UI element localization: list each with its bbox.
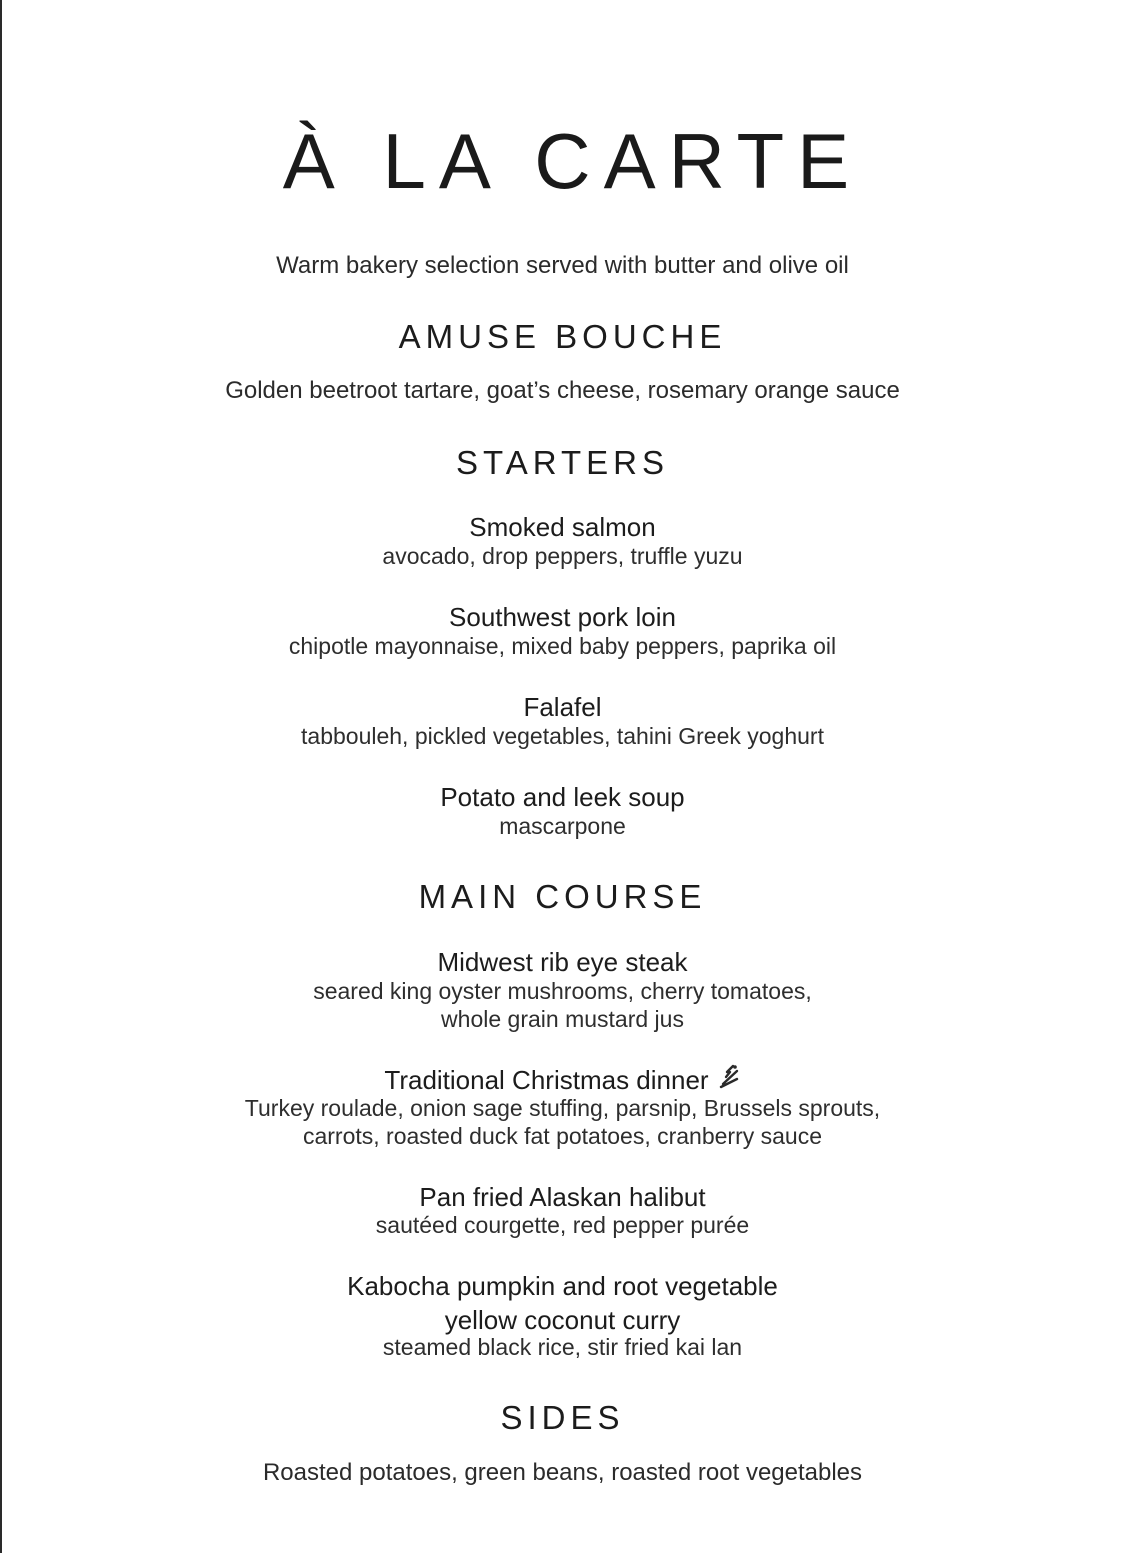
sides-text: Roasted potatoes, green beans, roasted root vegetables [262,1459,863,1486]
main-course-heading: MAIN COURSE [418,878,707,915]
dish-name-row [0,1063,1125,1096]
sides-heading: SIDES [500,1399,625,1436]
dish-name: Potato and leek soup [440,782,685,812]
dish-name: Pan fried Alaskan halibut [419,1182,706,1212]
dish-name: Falafel [523,692,602,722]
amuse-bouche-heading: AMUSE BOUCHE [398,318,727,355]
dish-name: yellow coconut curry [444,1305,681,1335]
dish-description: sautéed courgette, red pepper purée [375,1212,750,1238]
dish-description: whole grain mustard jus [441,1006,684,1032]
dish-name: Midwest rib eye steak [437,947,688,977]
dish-description: seared king oyster mushrooms, cherry tomatoes, [313,978,812,1004]
dish-description: mascarpone [499,813,626,839]
dish-name: Smoked salmon [469,512,656,542]
dish-description: avocado, drop peppers, truffle yuzu [382,543,743,569]
dish-description: carrots, roasted duck fat potatoes, cranberry sauce [302,1123,823,1149]
dish-name: Kabocha pumpkin and root vegetable [347,1271,778,1301]
bakery-note: Warm bakery selection served with butter and olive oil [276,252,849,279]
amuse-bouche-text: Golden beetroot tartare, goat’s cheese, rosemary orange sauce [225,377,900,404]
starters-heading: STARTERS [456,444,669,481]
dish-description: Turkey roulade, onion sage stuffing, parsnip, Brussels sprouts, [244,1095,881,1121]
dish-description: tabbouleh, pickled vegetables, tahini Greek yoghurt [301,723,824,749]
dish-name: Traditional Christmas dinner [384,1065,709,1095]
dish-name: Southwest pork loin [449,602,676,632]
menu-title: À LA CARTE [282,117,863,205]
dish-description: chipotle mayonnaise, mixed baby peppers, paprika oil [288,633,837,659]
dish-description: steamed black rice, stir fried kai lan [382,1334,743,1360]
festive-mark-icon [717,1063,741,1091]
